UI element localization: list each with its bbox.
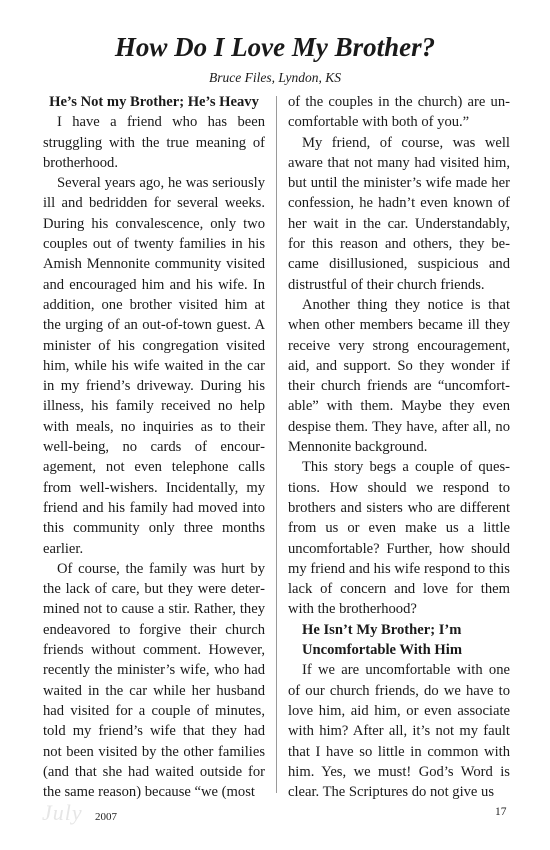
paragraph: This story begs a couple of questions. How should we respond to brothers and sisters who are different from us or even make us a little uncomfortable? Further, how should my friend and his wife respond to this lack of concern and love for them with the brotherhood?	[288, 459, 510, 618]
paragraph: Of course, the family was hurt by the lack of care, but they were determined not to cause a stir. Rather, they endeavored to forgive their church friends without comment. However, recently the minister’s wife, who had waited in the car while her husband had visited for a couple of minutes, told my friend’s wife that they had not been visited by the other families (and that she had waited outside for the same reason) because “we (most	[43, 560, 265, 801]
article-title: How Do I Love My Brother?	[114, 32, 436, 62]
right-column	[288, 92, 510, 802]
section-heading-uncomfortable: He Isn’t My Brother; I’m Uncomfortable With Him	[302, 621, 462, 659]
page-number: 17	[495, 806, 507, 818]
paragraph: Another thing they notice is that when other members became ill they receive very strong encouragement, aid, and support. So they wonder if their church friends are “uncomfortable” with them. Maybe they even despise them. They have, after all, no Mennonite background.	[288, 296, 510, 456]
paragraph: Several years ago, he was seriously ill and bedridden for several weeks. During his convalescence, only two couples out of twenty families in his Amish Mennonite community visited and encouraged him and his wife. In addition, one brother visited him at the urging of an out-of-town guest. A minister of his congregation visited him, while his wife waited in the car in my friend’s driveway. During his illness, his family received no help with meals, no inquiries as to their well-being, no cards of encouragement, not even telephone calls from well-wishers. Incidentally, my friend and his family had moved into this community only three months earlier.	[43, 175, 265, 557]
article-byline: Bruce Files, Lyndon, KS	[209, 70, 341, 85]
column-divider	[276, 96, 277, 793]
footer-year: 2007	[95, 811, 117, 823]
left-column	[43, 92, 265, 802]
footer-month: July	[42, 800, 83, 825]
paragraph: I have a friend who has been struggling with the true meaning of brotherhood.	[43, 114, 265, 171]
paragraph: My friend, of course, was well aware that not many had visited him, but until the minister’s wife made her confession, he hadn’t even known of her wait in the car. Understandably, for this reason and others, they became disillusioned, suspicious and distrustful of their church friends.	[288, 134, 510, 293]
section-heading-heavy: He’s Not my Brother; He’s Heavy	[49, 94, 259, 110]
paragraph-continuation: of the couples in the church) are uncomfortable with both of you.”	[288, 94, 510, 131]
paragraph: If we are uncomfortable with one of our church friends, do we have to love him, aid him, or even associate with him? After all, it’s not my fault that I have so little in common with him. Yes, we must! God’s Word is clear. The Scriptures do not give us	[288, 662, 510, 801]
